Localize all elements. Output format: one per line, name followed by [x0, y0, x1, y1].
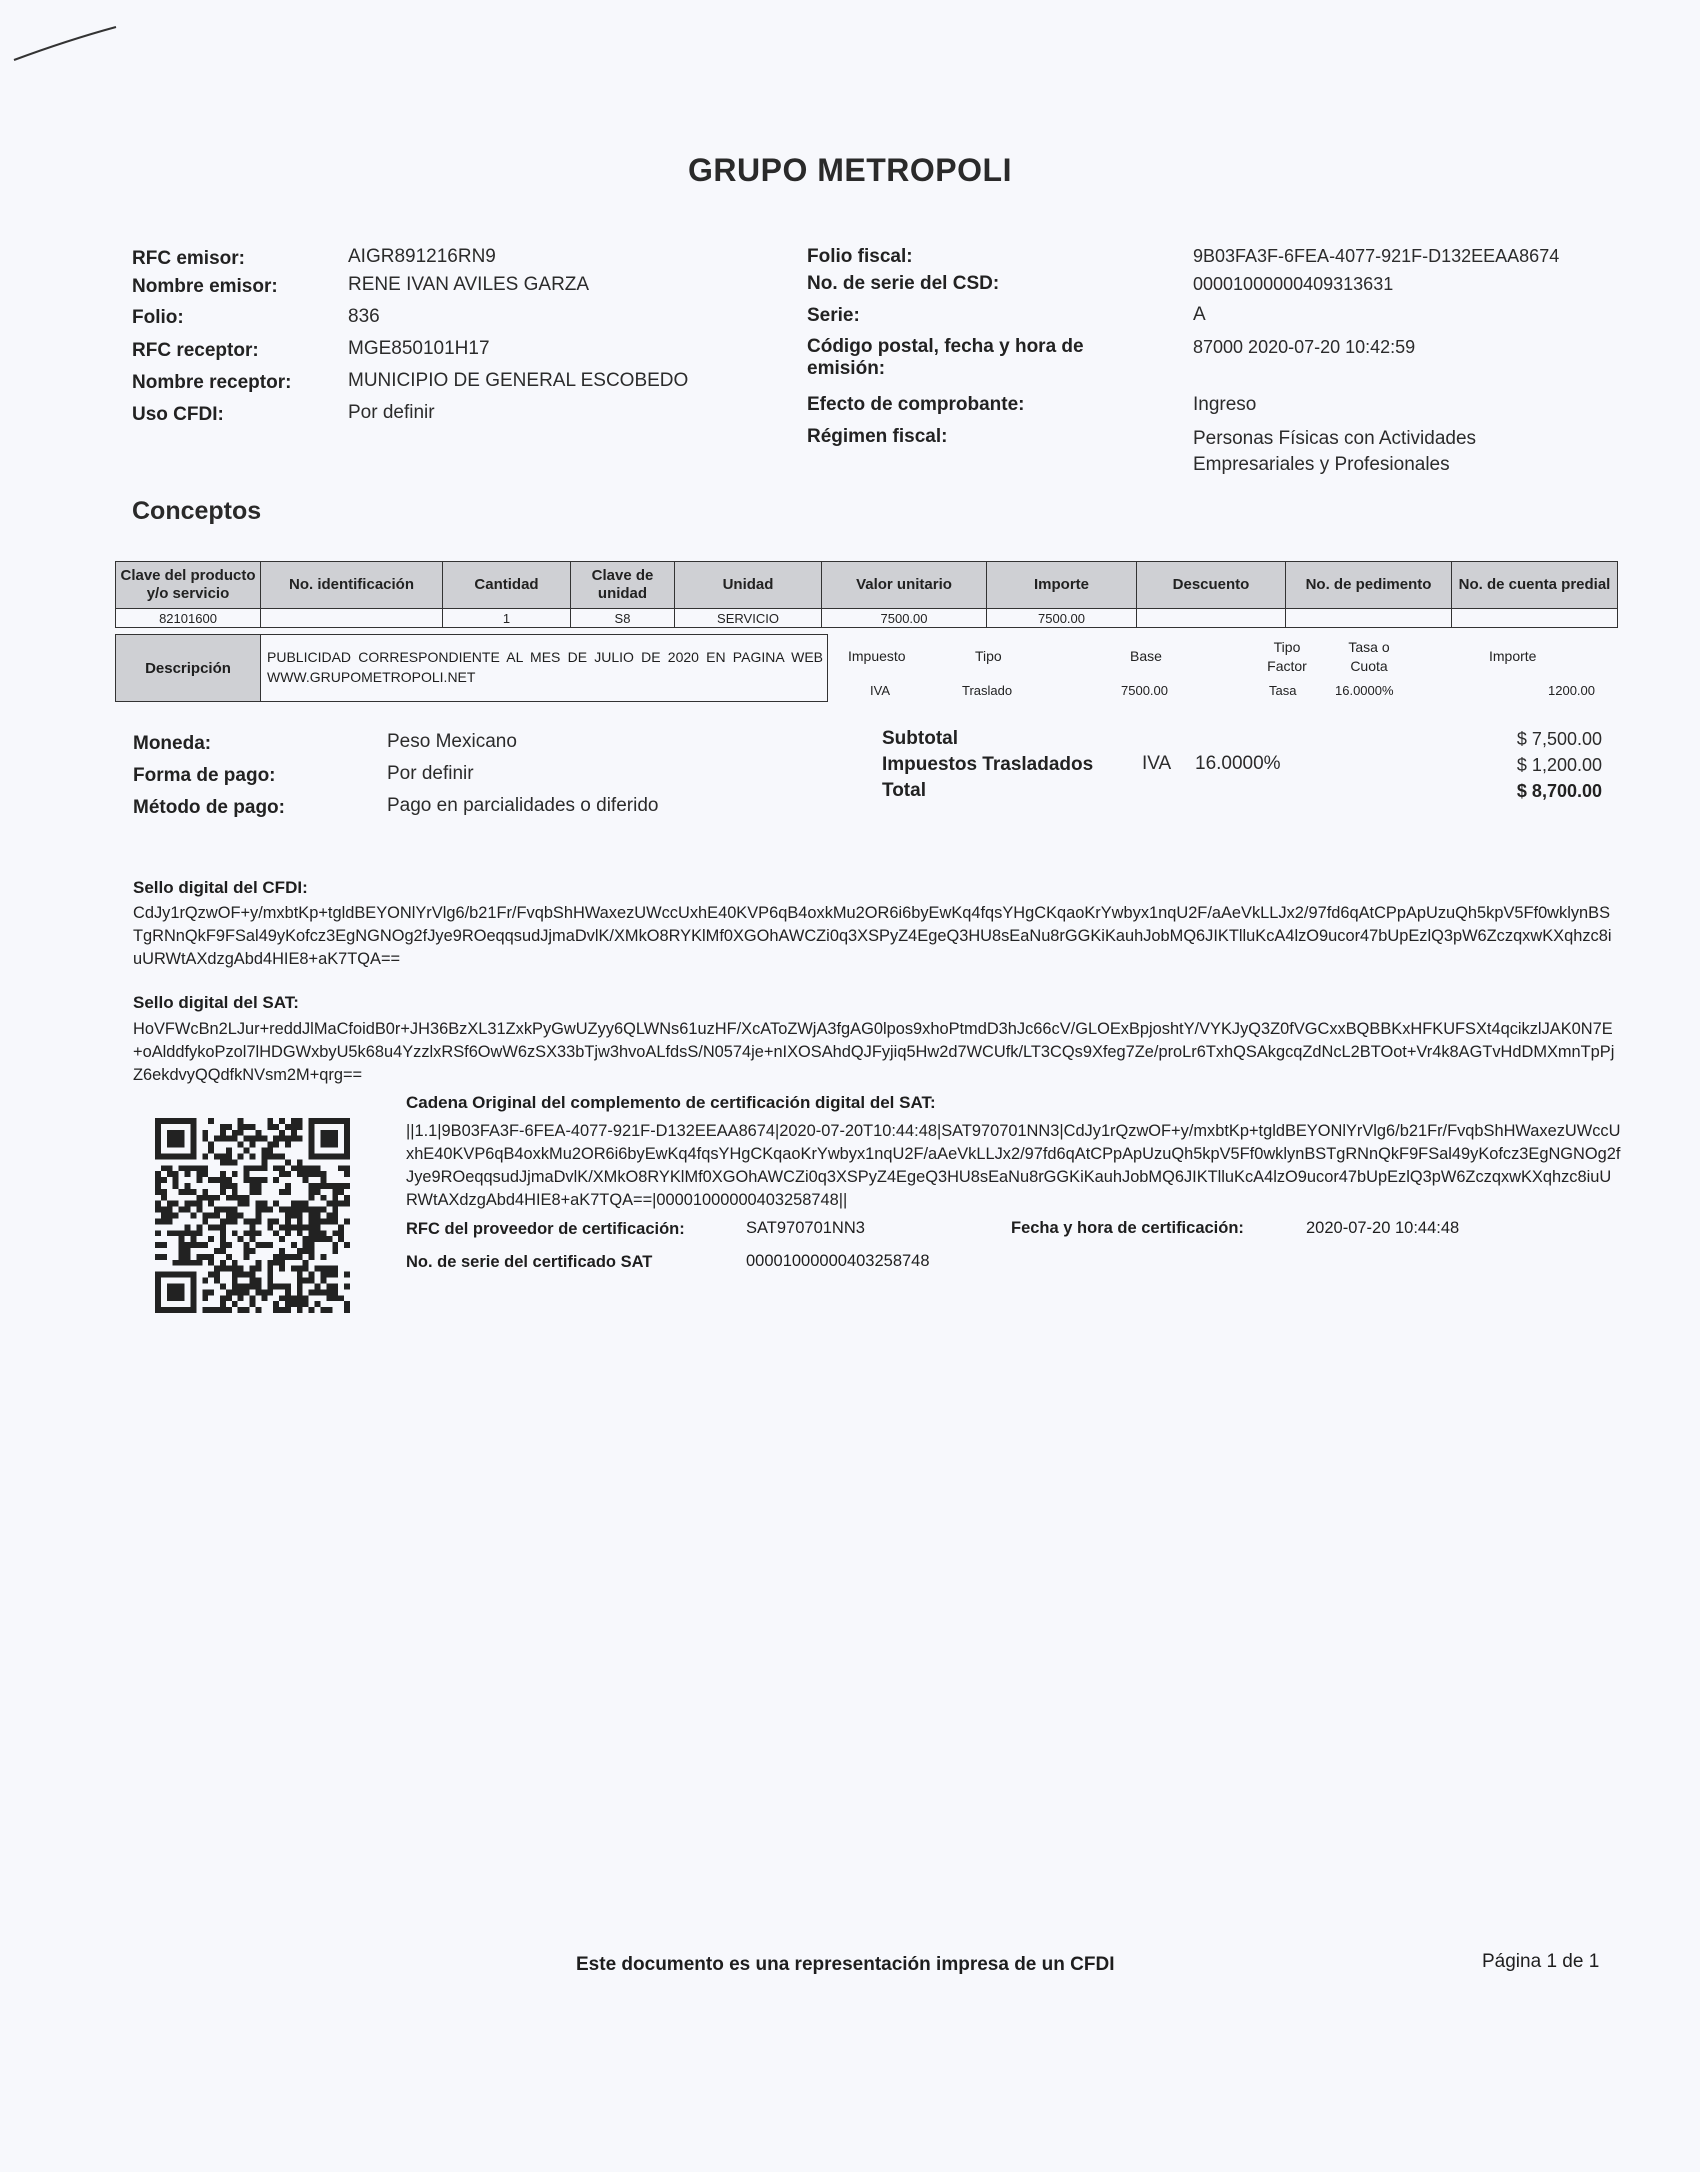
uso-cfdi-label: Uso CFDI: — [132, 404, 224, 425]
no-serie-sat-value: 00001000000403258748 — [746, 1252, 930, 1270]
moneda-label: Moneda: — [133, 733, 212, 754]
forma-pago-value: Por definir — [387, 763, 474, 784]
descripcion-box — [115, 634, 828, 702]
folio-label: Folio: — [132, 307, 184, 328]
col-clave-producto: Clave del producto y/o servicio — [116, 562, 261, 609]
uso-cfdi-value: Por definir — [348, 402, 435, 423]
col-cantidad: Cantidad — [443, 562, 571, 609]
impuestos-trasladados-label: Impuestos Trasladados — [882, 754, 1094, 775]
regimen-label: Régimen fiscal: — [807, 426, 948, 447]
rfc-proveedor-value: SAT970701NN3 — [746, 1219, 865, 1237]
rfc-receptor-label: RFC receptor: — [132, 340, 259, 361]
cell-cuenta-predial — [1452, 609, 1618, 628]
tax-head-tipo-factor: Tipo Factor — [1267, 639, 1307, 674]
serie-csd-value: 00001000000409313631 — [1193, 274, 1394, 294]
no-serie-sat-label: No. de serie del certificado SAT — [406, 1253, 653, 1271]
qr-code-icon — [155, 1118, 350, 1313]
cell-clave-unidad: S8 — [571, 609, 675, 628]
rfc-emisor-label: RFC emisor: — [132, 248, 245, 269]
tax-tasa-cuota: 16.0000% — [1335, 683, 1394, 698]
descripcion-label: Descripción — [116, 635, 261, 701]
codigo-postal-label: Código postal, fecha y hora de emisión: — [807, 336, 1084, 379]
tax-head-impuesto: Impuesto — [848, 648, 906, 664]
nombre-emisor-value: RENE IVAN AVILES GARZA — [348, 274, 590, 295]
tax-base: 7500.00 — [1121, 683, 1168, 698]
descripcion-text: PUBLICIDAD CORRESPONDIENTE AL MES DE JULIO DE 2020 EN PAGINA WEB WWW.GRUPOMETROPOLI.NET — [267, 649, 823, 685]
total-value: $ 8,700.00 — [1516, 781, 1602, 801]
sello-cfdi-label: Sello digital del CFDI: — [133, 878, 308, 897]
folio-value: 836 — [348, 306, 380, 327]
efecto-value: Ingreso — [1193, 394, 1257, 415]
page-number: Página 1 de 1 — [1482, 1951, 1600, 1972]
cell-unidad: SERVICIO — [675, 609, 822, 628]
cell-no-pedimento — [1286, 609, 1452, 628]
subtotal-value: $ 7,500.00 — [1516, 729, 1602, 749]
tax-tipo-factor: Tasa — [1269, 683, 1297, 698]
tax-impuesto: IVA — [870, 683, 890, 698]
footer-note: Este documento es una representación impresa de un CFDI — [576, 1954, 1115, 1975]
col-no-identificacion: No. identificación — [261, 562, 443, 609]
conceptos-table — [115, 561, 1618, 628]
sello-sat-text: HoVFWcBn2LJur+reddJlMaCfoidB0r+JH36BzXL31ZxkPyGwUZyy6QLWNs61uzHF/XcAToZWjA3fgAG0lpos9xhoPtmdD3hJc66cV/GLOExBpjoshtY/VYKJyQ3Z0fVGCxxBQBBKxHFKUFSXt4qcikzlJAK0N7E+oAlddfykoPzol7lHDGWxbyU5k68u4YzzlxRSf6OwW6zSX33bTjw3hvoALfdsS/N0574je+nIXOSAhdQJFyjiq5Hw2d7WCUfk/LT3CQs9Xfeg7Ze/proLr6TxhQSAkgcqZdNcL2BTOot+Vr4k8AGTvHdDMXmnTpPjZ6ekdvyQQdfkNVsm2M+qrg== — [133, 1020, 1615, 1084]
col-no-pedimento: No. de pedimento — [1286, 562, 1452, 609]
tax-head-base: Base — [1130, 648, 1162, 664]
col-descuento: Descuento — [1137, 562, 1286, 609]
nombre-receptor-label: Nombre receptor: — [132, 372, 292, 393]
document-title: GRUPO METROPOLI — [688, 152, 1012, 188]
moneda-value: Peso Mexicano — [387, 731, 517, 752]
sello-sat-label: Sello digital del SAT: — [133, 993, 299, 1012]
fecha-certificacion-label: Fecha y hora de certificación: — [1011, 1219, 1244, 1237]
rfc-receptor-value: MGE850101H17 — [348, 338, 490, 359]
impuestos-tasa: 16.0000% — [1195, 753, 1281, 774]
tax-head-tasa-cuota: Tasa o Cuota — [1348, 639, 1390, 674]
metodo-pago-label: Método de pago: — [133, 797, 285, 818]
folio-fiscal-label: Folio fiscal: — [807, 246, 913, 267]
metodo-pago-value: Pago en parcialidades o diferido — [387, 795, 659, 816]
forma-pago-label: Forma de pago: — [133, 765, 276, 786]
nombre-receptor-value: MUNICIPIO DE GENERAL ESCOBEDO — [348, 370, 689, 391]
table-row — [116, 609, 1618, 628]
scan-mark — [8, 20, 118, 70]
col-valor-unitario: Valor unitario — [822, 562, 987, 609]
regimen-value: Personas Físicas con Actividades Empresariales y Profesionales — [1193, 428, 1477, 475]
col-importe: Importe — [987, 562, 1137, 609]
cadena-original-label: Cadena Original del complemento de certificación digital del SAT: — [406, 1093, 936, 1112]
sello-cfdi-text: CdJy1rQzwOF+y/mxbtKp+tgldBEYONlYrVlg6/b21Fr/FvqbShHWaxezUWccUxhE40KVP6qB4oxkMu2OR6i6byEwKq4fqsYHgCKqaoKrYwbyx1nqU2F/aAeVkLLJx2/97fd6qAtCPpApUzuQh5kpV5Ff0wklynBSTgRNnQkF9FSal49yKofcz3EgNGNOg2fJye9ROeqqsudJjmaDvlK/XMkO8RYKlMf0XGOhAWCZi0q3XSPyZ4EgeQ3HU8sEaNu8rGGKiKauhJobMQ6JIKTlluKcA4lzO9ucor47bUpEzlQ3pW6ZczqxwKXqhzc8iuURWtAXdzgAbd4HIE8+aK7TQA== — [133, 904, 1612, 968]
tax-head-tipo: Tipo — [975, 648, 1002, 664]
col-cuenta-predial: No. de cuenta predial — [1452, 562, 1618, 609]
tax-head-importe: Importe — [1489, 648, 1537, 664]
impuestos-value: $ 1,200.00 — [1516, 755, 1602, 775]
serie-value: A — [1193, 304, 1206, 325]
tax-tipo: Traslado — [962, 683, 1013, 698]
cell-valor-unitario: 7500.00 — [822, 609, 987, 628]
folio-fiscal-value: 9B03FA3F-6FEA-4077-921F-D132EEAA8674 — [1193, 246, 1560, 266]
total-label: Total — [882, 780, 926, 801]
cell-no-identificacion — [261, 609, 443, 628]
tax-importe: 1200.00 — [1548, 683, 1595, 698]
cell-clave-producto: 82101600 — [116, 609, 261, 628]
col-clave-unidad: Clave de unidad — [571, 562, 675, 609]
conceptos-title: Conceptos — [132, 497, 262, 525]
impuestos-iva-label: IVA — [1142, 753, 1172, 774]
cell-descuento — [1137, 609, 1286, 628]
serie-csd-label: No. de serie del CSD: — [807, 273, 1000, 294]
nombre-emisor-label: Nombre emisor: — [132, 276, 278, 297]
cadena-original-text: ||1.1|9B03FA3F-6FEA-4077-921F-D132EEAA8674|2020-07-20T10:44:48|SAT970701NN3|CdJy1rQzwOF+y/mxbtKp+tgldBEYONlYrVlg6/b21Fr/FvqbShHWaxezUWccUxhE40KVP6qB4oxkMu2OR6i6byEwKq4fqsYHgCKqaoKrYwbyx1nqU2F/aAeVkLLJx2/97fd6qAtCPpApUzuQh5kpV5Ff0wklynBSTgRNnQkF9FSal49yKofcz3EgNGNOg2fJye9ROeqqsudJjmaDvlK/XMkO8RYKlMf0XGOhAWCZi0q3XSPyZ4EgeQ3HU8sEaNu8rGGKiKauhJobMQ6JIKTlluKcA4lzO9ucor47bUpEzlQ3pW6ZczqxwKXqhzc8iuURWtAXdzgAbd4HIE8+aK7TQA==|00001000000403258748|| — [406, 1122, 1621, 1209]
cell-importe: 7500.00 — [987, 609, 1137, 628]
rfc-emisor-value: AIGR891216RN9 — [348, 246, 496, 267]
rfc-proveedor-label: RFC del proveedor de certificación: — [406, 1220, 685, 1238]
cell-cantidad: 1 — [443, 609, 571, 628]
efecto-label: Efecto de comprobante: — [807, 394, 1025, 415]
fecha-certificacion-value: 2020-07-20 10:44:48 — [1306, 1219, 1460, 1237]
codigo-postal-value: 87000 2020-07-20 10:42:59 — [1193, 337, 1416, 357]
col-unidad: Unidad — [675, 562, 822, 609]
subtotal-label: Subtotal — [882, 728, 958, 749]
serie-label: Serie: — [807, 305, 860, 326]
